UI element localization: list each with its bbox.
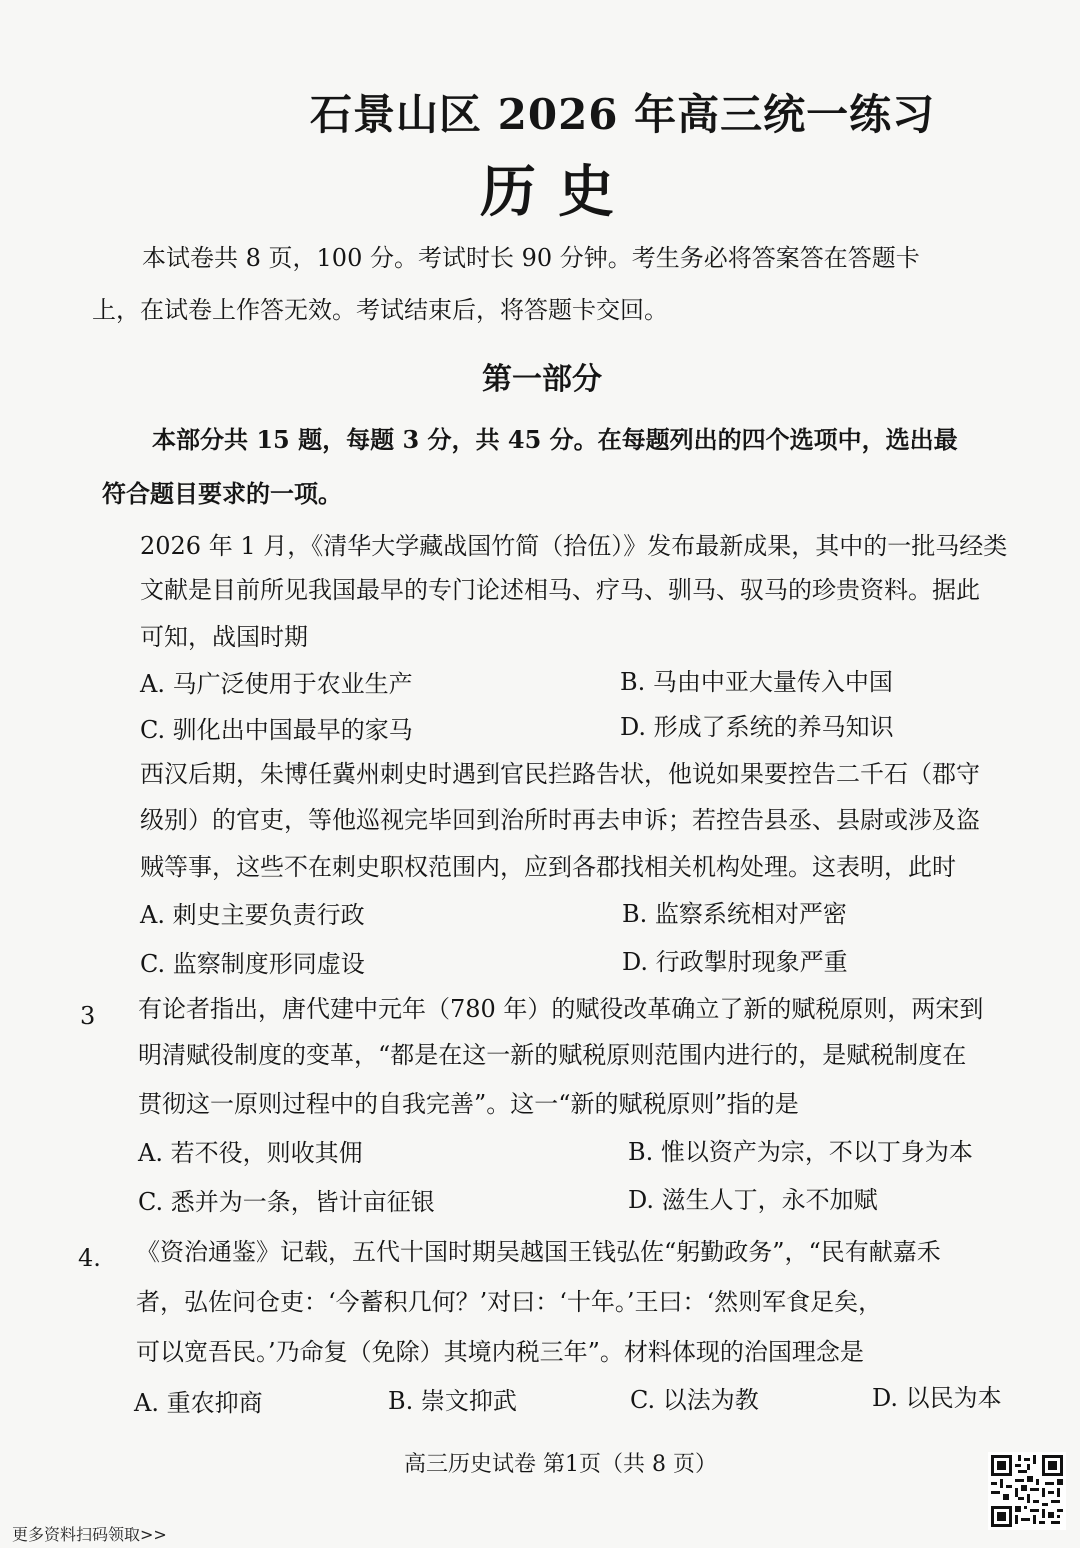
- question-3-option-d: D. 滋生人丁，永不加赋: [628, 1186, 878, 1214]
- question-4-line-1: 《资治通鉴》记载，五代十国时期吴越国王钱弘佐“躬勤政务”，“民有献嘉禾: [136, 1238, 941, 1266]
- question-2-line-3: 贼等事，这些不在刺史职权范围内，应到各郡找相关机构处理。这表明，此时: [140, 853, 956, 881]
- question-2-option-a: A. 刺史主要负责行政: [140, 901, 365, 929]
- subject-title: 历史: [480, 159, 636, 225]
- more-resources-link[interactable]: 更多资料扫码领取>>: [12, 1525, 167, 1544]
- question-4-line-2: 者，弘佐问仓吏：‘今蓄积几何？’对曰：‘十年。’王曰：‘然则军食足矣，: [136, 1288, 883, 1316]
- question-2-line-2: 级别）的官吏，等他巡视完毕回到治所时再去申诉；若控告县丞、县尉或涉及盗: [140, 806, 980, 834]
- question-3-option-a: A. 若不役，则收其佣: [138, 1139, 363, 1167]
- question-1-option-b: B. 马由中亚大量传入中国: [620, 668, 893, 696]
- question-2-line-1: 西汉后期，朱博任冀州刺史时遇到官民拦路告状，他说如果要控告二千石（郡守: [140, 760, 980, 788]
- question-1-line-3: 可知，战国时期: [140, 623, 308, 651]
- part-intro-line-1: 本部分共 15 题，每题 3 分，共 45 分。在每题列出的四个选项中，选出最: [152, 425, 958, 454]
- question-3-number: 3: [80, 1002, 96, 1030]
- question-1-option-d: D. 形成了系统的养马知识: [620, 713, 894, 741]
- question-4-option-c: C. 以法为教: [630, 1386, 759, 1414]
- instructions-line-1: 本试卷共 8 页，100 分。考试时长 90 分钟。考生务必将答案答在答题卡: [142, 244, 920, 272]
- instructions-line-2: 上，在试卷上作答无效。考试结束后，将答题卡交回。: [92, 296, 668, 324]
- question-4-line-3: 可以宽吾民。’乃命复（免除）其境内税三年”。材料体现的治国理念是: [136, 1338, 864, 1366]
- question-3-line-1: 有论者指出，唐代建中元年（780 年）的赋役改革确立了新的赋税原则，两宋到: [138, 995, 984, 1023]
- question-1-option-c: C. 驯化出中国最早的家马: [140, 716, 413, 744]
- page-footer: 高三历史试卷 第1页（共 8 页）: [404, 1452, 717, 1477]
- question-3-option-b: B. 惟以资产为宗，不以丁身为本: [628, 1138, 973, 1166]
- question-4-option-a: A. 重农抑商: [134, 1389, 263, 1417]
- question-2-option-d: D. 行政掣肘现象严重: [622, 948, 848, 976]
- exam-title: 石景山区 2026 年高三统一练习: [310, 90, 936, 139]
- question-2-option-b: B. 监察系统相对严密: [622, 900, 847, 928]
- question-4-option-b: B. 崇文抑武: [388, 1387, 517, 1415]
- qr-code-icon[interactable]: [988, 1452, 1066, 1530]
- question-1-option-a: A. 马广泛使用于农业生产: [140, 670, 413, 698]
- question-4-option-d: D. 以民为本: [872, 1384, 1002, 1412]
- question-3-line-2: 明清赋役制度的变革，“都是在这一新的赋税原则范围内进行的，是赋税制度在: [138, 1041, 967, 1069]
- question-3-option-c: C. 悉并为一条，皆计亩征银: [138, 1188, 435, 1216]
- part-intro-line-2: 符合题目要求的一项。: [102, 479, 342, 508]
- question-1-line-1: 2026 年 1 月，《清华大学藏战国竹简（拾伍）》发布最新成果，其中的一批马经类: [140, 532, 1008, 560]
- question-3-line-3: 贯彻这一原则过程中的自我完善”。这一“新的赋税原则”指的是: [138, 1090, 799, 1118]
- question-1-line-2: 文献是目前所见我国最早的专门论述相马、疗马、驯马、驭马的珍贵资料。据此: [140, 576, 980, 604]
- part-title: 第一部分: [482, 362, 602, 397]
- question-2-option-c: C. 监察制度形同虚设: [140, 950, 365, 978]
- question-4-number: 4.: [78, 1244, 101, 1272]
